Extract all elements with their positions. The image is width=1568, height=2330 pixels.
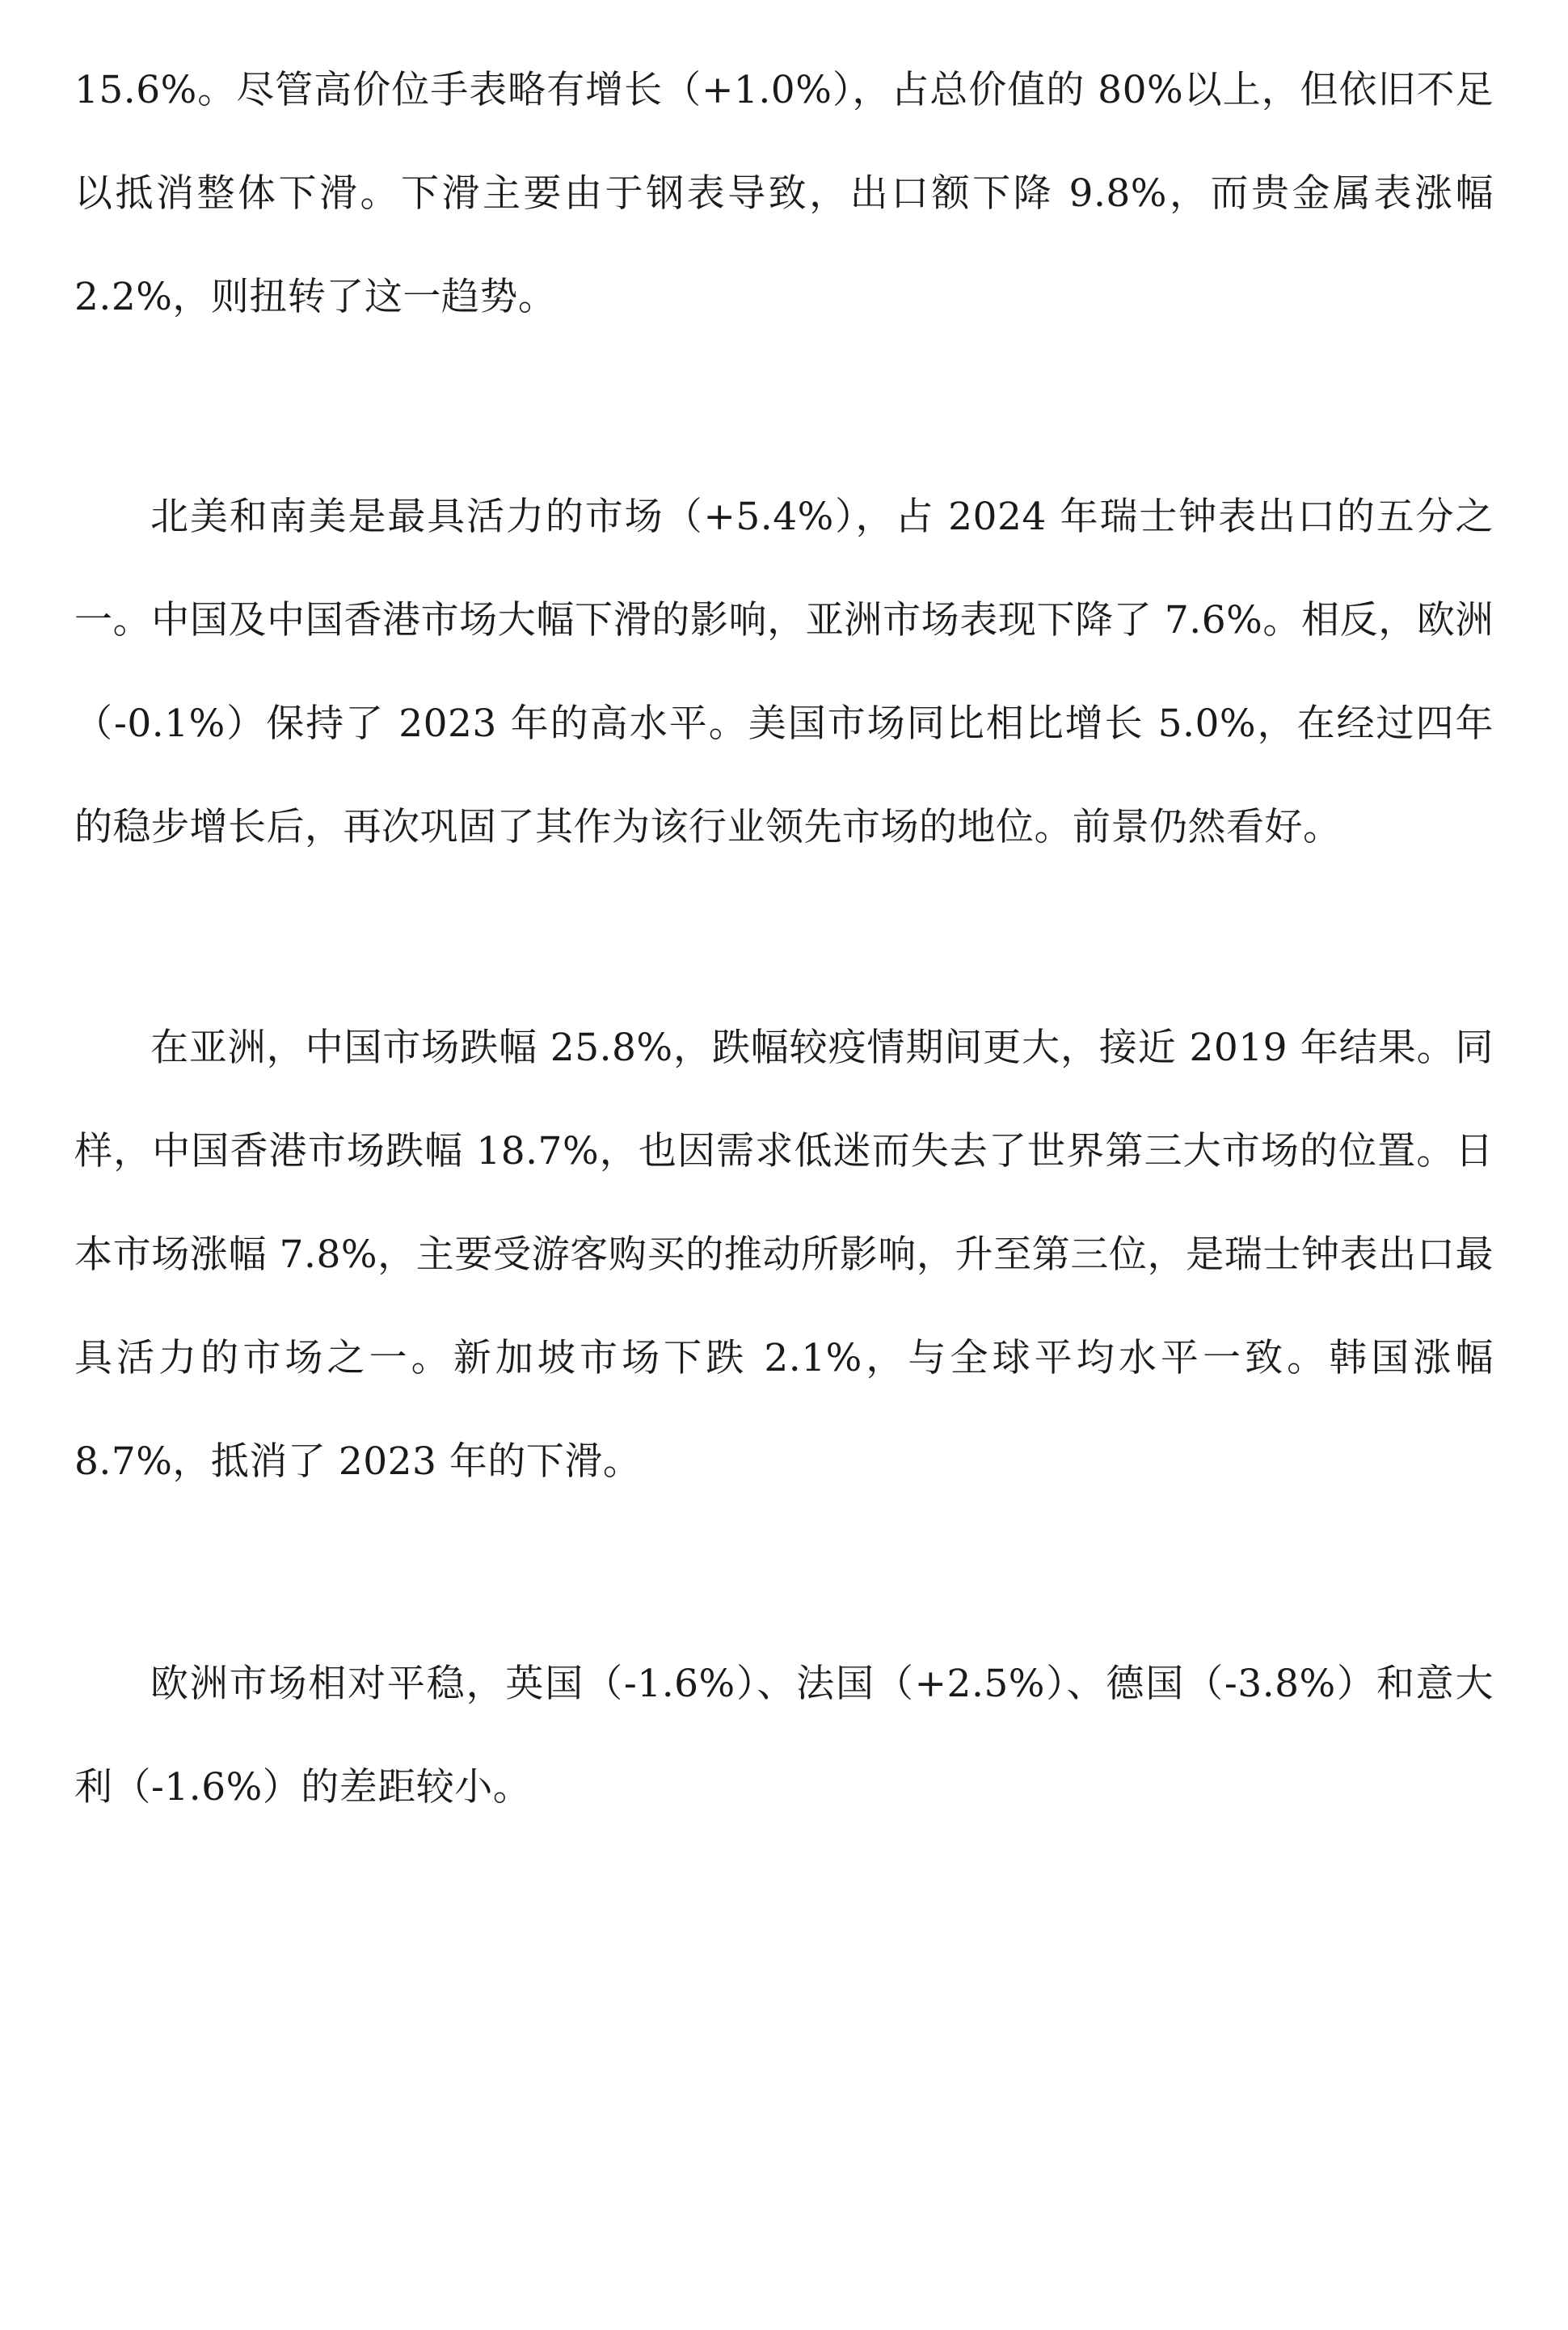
paragraph-americas-market: 北美和南美是最具活力的市场（+5.4%），占 2024 年瑞士钟表出口的五分之一。中国及中国香港市场大幅下滑的影响，亚洲市场表现下降了 7.6%。相反，欧洲（-0.1%）保持了 2023 年的高水平。美国市场同比相比增长 5.0%，在经过四年的稳步增长后，再次巩固了其作为该行业领先市场的地位。前景仍然看好。 (74, 495, 1494, 849)
paragraph-asia-market: 在亚洲，中国市场跌幅 25.8%，跌幅较疫情期间更大，接近 2019 年结果。同样，中国香港市场跌幅 18.7%，也因需求低迷而失去了世界第三大市场的位置。日本市场涨幅 7.8%，主要受游客购买的推动所影响，升至第三位，是瑞士钟表出口最具活力的市场之一。新加坡市场下跌 2.1%，与全球平均水平一致。韩国涨幅 8.7%，抵消了 2023 年的下滑。 (74, 1026, 1494, 1484)
paragraph-continued: 15.6%。尽管高价位手表略有增长（+1.0%），占总价值的 80%以上，但依旧不足以抵消整体下滑。下滑主要由于钢表导致，出口额下降 9.8%，而贵金属表涨幅 2.2%，则扭转了这一趋势。 (74, 68, 1494, 319)
paragraph-europe-market: 欧洲市场相对平稳，英国（-1.6%）、法国（+2.5%）、德国（-3.8%）和意大利（-1.6%）的差距较小。 (74, 1662, 1494, 1810)
